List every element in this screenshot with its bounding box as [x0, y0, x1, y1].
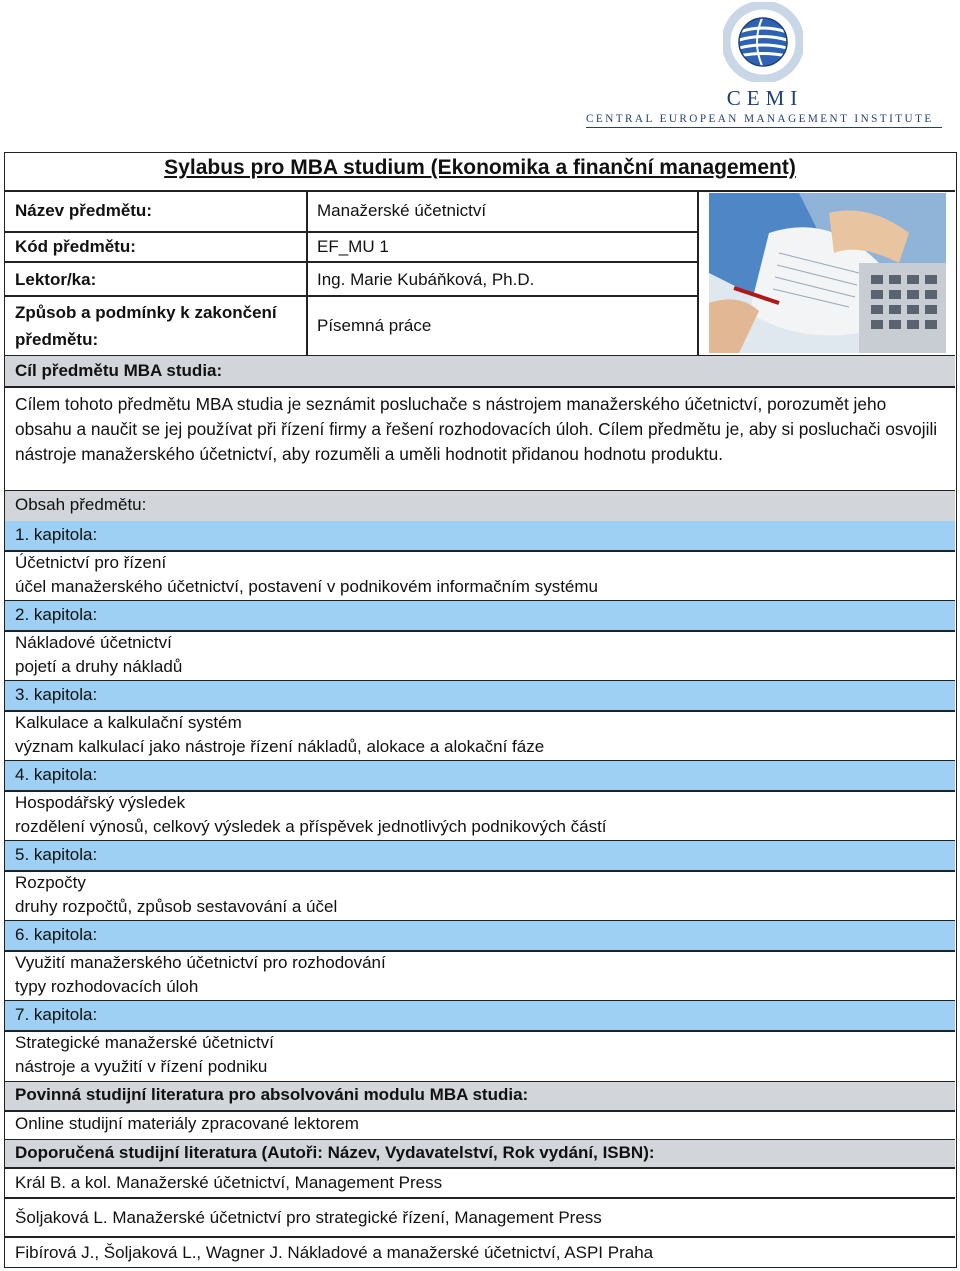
goal-text: Cílem tohoto předmětu MBA studia je seznámit posluchače s nástrojem manažerského účetnictví, porozumět jeho obsahu a naučit se jej používat při řízení firmy a řešení rozhodovacích úloh. Cílem předmětu je, aby si posluchači osvojili nástroje manažerského účetnictví, aby rozuměli a uměli hodnotit přidanou hodnotu produktu. [15, 394, 938, 464]
chapter-heading: 6. kapitola: [15, 925, 98, 944]
completion-label-line2: předmětu: [15, 330, 99, 349]
chapter-heading-row [5, 1001, 955, 1030]
accounting-photo [709, 193, 946, 353]
recommended-literature-label: Doporučená studijní literatura (Autoři: Název, Vydavatelství, Rok vydání, ISBN): [15, 1143, 655, 1162]
chapter-description: význam kalkulací jako nástroje řízení nákladů, alokace a alokační fáze [15, 737, 545, 756]
chapter-heading-row [5, 841, 955, 870]
recommended-item: Fibírová J., Šoljaková L., Wagner J. Nákladové a manažerské účetnictví, ASPI Praha [15, 1243, 654, 1262]
recommended-literature-label-row [5, 1140, 955, 1167]
divider [5, 1236, 955, 1238]
divider [5, 386, 955, 388]
divider [5, 190, 955, 192]
divider [5, 231, 306, 233]
chapter-heading-row [5, 761, 955, 790]
chapter-heading-row [5, 921, 955, 950]
chapter-heading: 7. kapitola: [15, 1005, 98, 1024]
chapter-heading: 5. kapitola: [15, 845, 98, 864]
chapter-title: Účetnictví pro řízení [15, 553, 167, 572]
divider [5, 261, 306, 263]
divider [306, 261, 699, 263]
name-label: Název předmětu: [15, 201, 152, 220]
chapter-title: Využití manažerského účetnictví pro rozhodování [15, 953, 386, 972]
chapter-description: pojetí a druhy nákladů [15, 657, 183, 676]
divider [5, 295, 306, 297]
goal-label: Cíl předmětu MBA studia: [15, 361, 223, 380]
content-label: Obsah předmětu: [15, 495, 147, 514]
chapter-title: Hospodářský výsledek [15, 793, 186, 812]
chapter-description: typy rozhodovacích úloh [15, 977, 199, 996]
divider [306, 190, 308, 356]
chapter-title: Strategické manažerské účetnictví [15, 1033, 274, 1052]
lecturer-value: Ing. Marie Kubáňková, Ph.D. [317, 270, 535, 289]
recommended-item: Šoljaková L. Manažerské účetnictví pro strategické řízení, Management Press [15, 1208, 602, 1227]
required-literature-label-row [5, 1082, 955, 1110]
chapter-heading-row [5, 601, 955, 630]
globe-logo-icon [723, 2, 803, 82]
divider [306, 295, 699, 297]
chapter-description: druhy rozpočtů, způsob sestavování a účel [15, 897, 338, 916]
chapter-title: Nákladové účetnictví [15, 633, 172, 652]
syllabus-form [4, 152, 957, 1268]
document-title: Sylabus pro MBA studium (Ekonomika a finanční management) [164, 156, 796, 179]
chapter-heading: 4. kapitola: [15, 765, 98, 784]
chapter-description: účel manažerského účetnictví, postavení v podnikovém informačním systému [15, 577, 598, 596]
code-value: EF_MU 1 [317, 237, 389, 256]
chapter-heading-row [5, 681, 955, 710]
required-literature-text: Online studijní materiály zpracované lektorem [15, 1114, 359, 1133]
logo-underline [586, 127, 942, 128]
logo-acronym: CEMI [726, 86, 804, 110]
chapter-heading-row [5, 521, 955, 550]
required-literature-label: Povinná studijní literatura pro absolvováni modulu MBA studia: [15, 1085, 529, 1104]
logo-subtitle: CENTRAL EUROPEAN MANAGEMENT INSTITUTE [586, 113, 934, 125]
recommended-item: Král B. a kol. Manažerské účetnictví, Management Press [15, 1173, 443, 1192]
code-label: Kód předmětu: [15, 237, 136, 256]
name-value: Manažerské účetnictví [317, 201, 487, 220]
chapter-heading: 1. kapitola: [15, 525, 98, 544]
divider [5, 870, 955, 872]
divider [5, 1167, 955, 1169]
content-label-row [5, 491, 955, 521]
chapter-heading: 3. kapitola: [15, 685, 98, 704]
chapter-title: Rozpočty [15, 873, 86, 892]
divider [5, 1197, 955, 1199]
divider [697, 190, 699, 356]
divider [306, 231, 699, 233]
chapter-heading: 2. kapitola: [15, 605, 98, 624]
completion-value: Písemná práce [317, 316, 432, 335]
chapter-description: rozdělení výnosů, celkový výsledek a příspěvek jednotlivých podnikových částí [15, 817, 607, 836]
chapter-title: Kalkulace a kalkulační systém [15, 713, 242, 732]
lecturer-label: Lektor/ka: [15, 270, 97, 289]
cemi-logo [580, 0, 945, 130]
completion-label-line1: Způsob a podmínky k zakončení [15, 303, 277, 322]
goal-label-row [5, 356, 955, 386]
chapter-description: nástroje a využití v řízení podniku [15, 1057, 268, 1076]
